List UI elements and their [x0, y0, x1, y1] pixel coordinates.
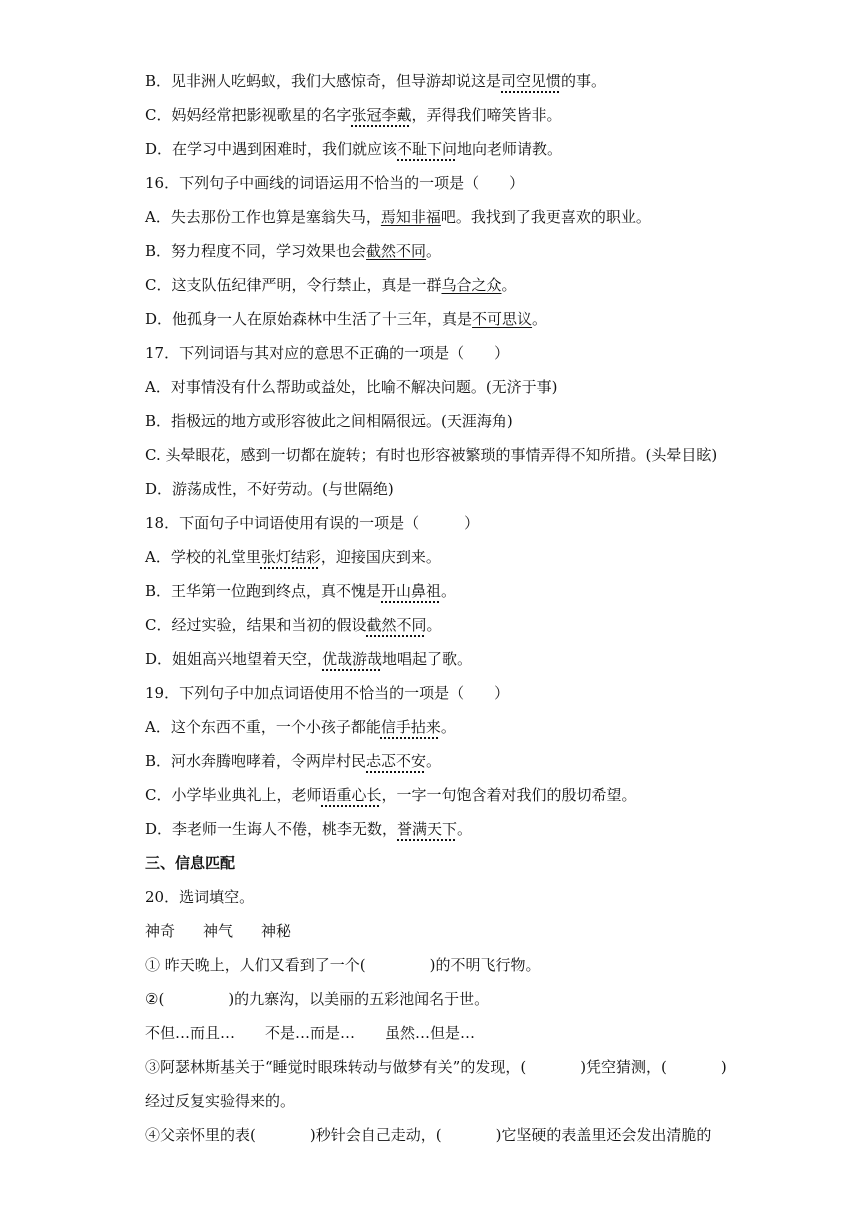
text-line — [145, 1056, 725, 1078]
text-segment: 地唱起了歌。 — [382, 650, 473, 668]
text-line — [145, 750, 725, 772]
text-line — [145, 546, 725, 568]
text-segment: 19．下列句子中加点词语使用不恰当的一项是（ ） — [145, 684, 510, 702]
text-segment: )它坚硬的表盖里还会发出清脆的 — [495, 1126, 712, 1144]
text-segment: A．对事情没有什么帮助或益处，比喻不解决问题。(无济于事) — [145, 378, 558, 396]
text-segment: D．他孤身一人在原始森林中生活了十三年，真是 — [145, 310, 473, 328]
dotted-term: 开山鼻祖 — [381, 582, 442, 600]
text-line — [145, 172, 725, 194]
text-line — [145, 920, 725, 942]
underlined-term: 截然不同 — [366, 242, 427, 260]
text-segment: 。 — [426, 616, 442, 634]
text-segment: B．努力程度不同，学习效果也会 — [145, 242, 367, 260]
text-segment: C．经过实验，结果和当初的假设 — [145, 616, 367, 634]
text-line — [145, 308, 725, 330]
text-segment: B．王华第一位跑到终点，真不愧是 — [145, 582, 382, 600]
text-segment: 经过反复实验得来的。 — [145, 1092, 296, 1110]
text-segment: ④父亲怀里的表( — [145, 1126, 256, 1144]
text-segment: C．妈妈经常把影视歌星的名字 — [145, 106, 352, 124]
text-segment: 神奇 — [145, 922, 176, 940]
text-segment: 。 — [532, 310, 548, 328]
text-segment: 三、信息匹配 — [145, 854, 236, 872]
text-segment: )的不明飞行物。 — [429, 956, 541, 974]
text-segment: ②( — [145, 990, 165, 1008]
text-segment: 的事。 — [561, 72, 607, 90]
text-segment: B．河水奔腾咆哮着，令两岸村民 — [145, 752, 367, 770]
text-segment: D．姐姐高兴地望着天空， — [145, 650, 323, 668]
dotted-term: 语重心长 — [321, 786, 382, 804]
text-line — [145, 274, 725, 296]
text-line — [145, 614, 725, 636]
text-line — [145, 818, 725, 840]
text-line — [145, 206, 725, 228]
text-segment: 吧。我找到了我更喜欢的职业。 — [440, 208, 651, 226]
text-segment: 。 — [426, 242, 442, 260]
text-segment: 神秘 — [261, 922, 292, 940]
text-segment: 17．下列词语与其对应的意思不正确的一项是（ ） — [145, 344, 510, 362]
text-line — [145, 1124, 725, 1146]
text-segment: ③阿瑟林斯基关于“睡觉时眼珠转动与做梦有关”的发现，( — [145, 1058, 527, 1076]
text-segment: 不但…而且… — [145, 1024, 236, 1042]
dotted-term: 忐忑不安 — [366, 752, 427, 770]
text-line — [145, 716, 725, 738]
text-segment: 。 — [440, 718, 456, 736]
text-segment: 。 — [426, 752, 442, 770]
text-line — [145, 410, 725, 432]
text-segment: ，弄得我们啼笑皆非。 — [411, 106, 562, 124]
text-segment: A．这个东西不重，一个小孩子都能 — [145, 718, 381, 736]
text-segment: D．李老师一生诲人不倦，桃李无数， — [145, 820, 398, 838]
text-line — [145, 784, 725, 806]
text-segment: 神气 — [203, 922, 234, 940]
text-segment: C. 头晕眼花，感到一切都在旋转；有时也形容被繁琐的事情弄得不知所措。(头晕目眩) — [145, 446, 718, 464]
text-line — [145, 682, 725, 704]
text-line — [145, 342, 725, 364]
text-segment: ① 昨天晚上，人们又看到了一个( — [145, 956, 366, 974]
text-segment: ，一字一句饱含着对我们的殷切希望。 — [381, 786, 637, 804]
dotted-term: 不耻下问 — [397, 140, 458, 158]
text-segment: 。 — [457, 820, 473, 838]
text-segment: 20．选词填空。 — [145, 888, 255, 906]
text-segment: 。 — [501, 276, 517, 294]
text-line — [145, 988, 725, 1010]
text-segment: D．游荡成性，不好劳动。(与世隔绝) — [145, 480, 394, 498]
text-line — [145, 886, 725, 908]
text-segment: 。 — [441, 582, 457, 600]
text-line — [145, 478, 725, 500]
text-segment: 虽然…但是… — [385, 1024, 476, 1042]
text-segment: )秒针会自己走动，( — [309, 1126, 442, 1144]
text-segment: 16．下列句子中画线的词语运用不恰当的一项是（ ） — [145, 174, 525, 192]
dotted-term: 截然不同 — [366, 616, 427, 634]
text-segment: 不是…而是… — [265, 1024, 356, 1042]
text-line — [145, 512, 725, 534]
dotted-term: 张灯结彩 — [260, 548, 321, 566]
text-segment: 地向老师请教。 — [457, 140, 563, 158]
dotted-term: 誉满天下 — [397, 820, 458, 838]
text-segment: B．见非洲人吃蚂蚁，我们大感惊奇，但导游却说这是 — [145, 72, 502, 90]
text-line — [145, 138, 725, 160]
text-line — [145, 240, 725, 262]
text-segment: ，迎接国庆到来。 — [320, 548, 441, 566]
underlined-term: 不可思议 — [472, 310, 533, 328]
text-line — [145, 376, 725, 398]
text-line — [145, 1090, 725, 1112]
text-line — [145, 648, 725, 670]
text-segment: )凭空猜测，( — [580, 1058, 667, 1076]
text-line — [145, 580, 725, 602]
text-segment: D．在学习中遇到困难时，我们就应该 — [145, 140, 398, 158]
text-segment: A．学校的礼堂里 — [145, 548, 261, 566]
text-segment: A．失去那份工作也算是塞翁失马， — [145, 208, 381, 226]
dotted-term: 信手拈来 — [380, 718, 441, 736]
text-line — [145, 1022, 725, 1044]
text-segment: B．指极远的地方或形容彼此之间相隔很远。(天涯海角) — [145, 412, 513, 430]
text-line — [145, 954, 725, 976]
underlined-term: 焉知非福 — [380, 208, 441, 226]
section-heading — [145, 852, 725, 874]
text-segment: )的九寨沟，以美丽的五彩池闻名于世。 — [228, 990, 490, 1008]
text-segment: C．这支队伍纪律严明，令行禁止，真是一群 — [145, 276, 442, 294]
text-line — [145, 70, 725, 92]
text-segment: ) — [720, 1058, 727, 1076]
text-segment: 18．下面句子中词语使用有误的一项是（ ） — [145, 514, 480, 532]
dotted-term: 优哉游哉 — [322, 650, 383, 668]
text-line — [145, 104, 725, 126]
dotted-term: 张冠李戴 — [351, 106, 412, 124]
text-line — [145, 444, 725, 466]
text-segment: C．小学毕业典礼上，老师 — [145, 786, 322, 804]
underlined-term: 乌合之众 — [441, 276, 502, 294]
dotted-term: 司空见惯 — [501, 72, 562, 90]
